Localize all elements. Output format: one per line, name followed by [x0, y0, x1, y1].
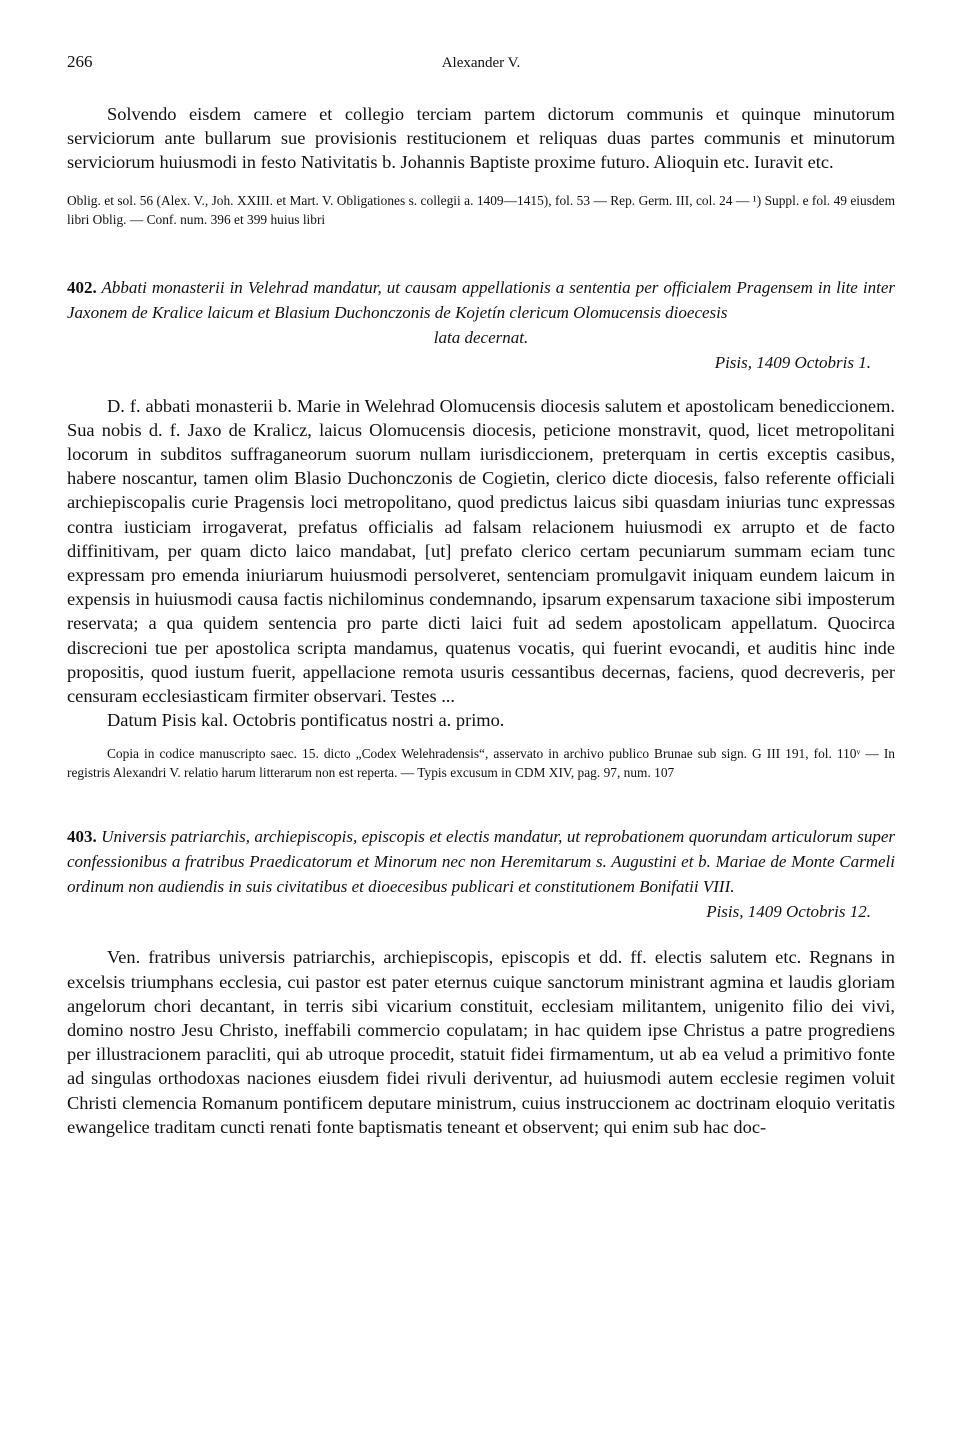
text-403: Ven. fratribus universis patriarchis, archiepiscopis, episcopis et dd. ff. electis salutem etc. Regnans in excelsis triumphans ecclesia, cui pastor est pater eternus cuique sanctorum ministrant agmina et laudis gloriam angelorum chori decantant, in terris sibi vicarium constituit, ecclesiam militantem, unigenito filio dei vivi, domino nostro Jesu Christo, ineffabili commercio copulatam; in hac quidem ipse Christus a patre progrediens per illustracionem paracliti, qui ab utroque procedit, statuit fidei firmamentum, ut ab ea velud a primitivo fonte ad singulas orthodoxas naciones eiusdem fidei rivuli deriventur, ad huiusmodi autem ecclesie regimen voluit Christi clemencia Romanum pontificem deputare ministrum, cuius instruccionem ac doctrinam eloquio veritatis ewangelice traditam cuncti renati fonte baptismatis teneant et observent; qui enim sub hac doc- [67, 947, 895, 1137]
text-402: D. f. abbati monasterii b. Marie in Welehrad Olomucensis diocesis salutem et apostolicam benediccionem. Sua nobis d. f. Jaxo de Kralicz, laicus Olomucensis diocesis, peticione monstravit, quod, licet metropolitani locorum in subditos suffraganeorum suorum nullam iurisdiccionem, preterquam in certis exceptis casibus, habere noscantur, tamen olim Blasio Duchonczonis de Cogietin, clerico dicte diocesis, falso referente officiali archiepiscopalis curie Pragensis loci metropolitano, quod predictus laicus sibi quasdam iniurias tunc expressas contra iusticiam irrogaverat, prefatus officialis ad falsam relacionem huiusmodi ex arrupto et de facto diffinitivam, per quam dicto laico mandabat, [ut] prefato clerico certam pecuniarum summam eciam tunc expressam pro emenda iniuriarum huiusmodi persolveret, sentenciam promulgavit iniquam eundem laicum in expensis in huiusmodi causa factis nichilominus condemnando, ipsarum expensarum taxacione sibi imposterum reservata; a qua quidem sentencia pro parte dicti laici fuit ad sedem apostolicam appellatum. Quocirca discrecioni tue per apostolica scripta mandamus, quatenus vocatis, qui fuerint evocandi, et auditis hinc inde propositis, quod iustum fuerit, appellacione remota usuris cessantibus decernas, faciens, quod decreveris, per censuram ecclesiasticam firmiter observari. Testes ... [67, 395, 895, 707]
datum-402: Datum Pisis kal. Octobris pontificatus nostri a. primo. [107, 710, 505, 731]
date-402: Pisis, 1409 Octobris 1. [714, 352, 871, 372]
source-note-401: Oblig. et sol. 56 (Alex. V., Joh. XXIII. et Mart. V. Obligationes s. collegii a. 1409—1415), fol. 53 — Rep. Germ. III, col. 24 — ¹) Suppl. e fol. 49 eiusdem libri Oblig. — Conf. num. 396 et 399 huius libri [67, 192, 895, 227]
regest-402-end: lata decernat. [433, 327, 529, 347]
running-title: Alexander V. [441, 55, 521, 71]
regest-403 [67, 824, 895, 899]
regest-403-text: Universis patriarchis, archiepiscopis, episcopis et electis mandatur, ut reprobationem quorundam articulorum super confessionibus a fratribus Praedicatorum et Minorum nec non Heremitarum s. Augustini et b. Mariae de Monte Carmeli ordinum non audiendis in suis civitatibus et dioecesibus publicari et constitutionem Bonifatii VIII. [67, 827, 895, 897]
page-number: 266 [67, 52, 93, 71]
page [67, 52, 895, 1139]
regest-402 [67, 275, 895, 325]
document-number-402: 402. [67, 277, 97, 297]
paragraph-401-end: Solvendo eisdem camere et collegio terciam partem dictorum communis et quinque minutorum serviciorum ante bullarum sue provisionis restitucionem et reliquas duas partes communis et minutorum serviciorum huiusmodi in festo Nativitatis b. Johannis Baptiste proxime futuro. Alioquin etc. Iuravit etc. [67, 104, 895, 173]
source-note-402: Copia in codice manuscripto saec. 15. dicto „Codex Welehradensis“, asservato in archivo publico Brunae sub sign. G III 191, fol. 110ᵛ — In registris Alexandri V. relatio harum litterarum non est reperta. — Typis excusum in CDM XIV, pag. 97, num. 107 [67, 746, 895, 781]
document-number-403: 403. [67, 827, 97, 847]
date-403: Pisis, 1409 Octobris 12. [706, 902, 871, 922]
page-header [67, 52, 895, 78]
regest-402-text: Abbati monasterii in Velehrad mandatur, ut causam appellationis a sententia per officialem Pragensem in lite inter Jaxonem de Kralice laicum et Blasium Duchonczonis de Kojetín clericum Olomucensis dioecesis [67, 277, 895, 322]
